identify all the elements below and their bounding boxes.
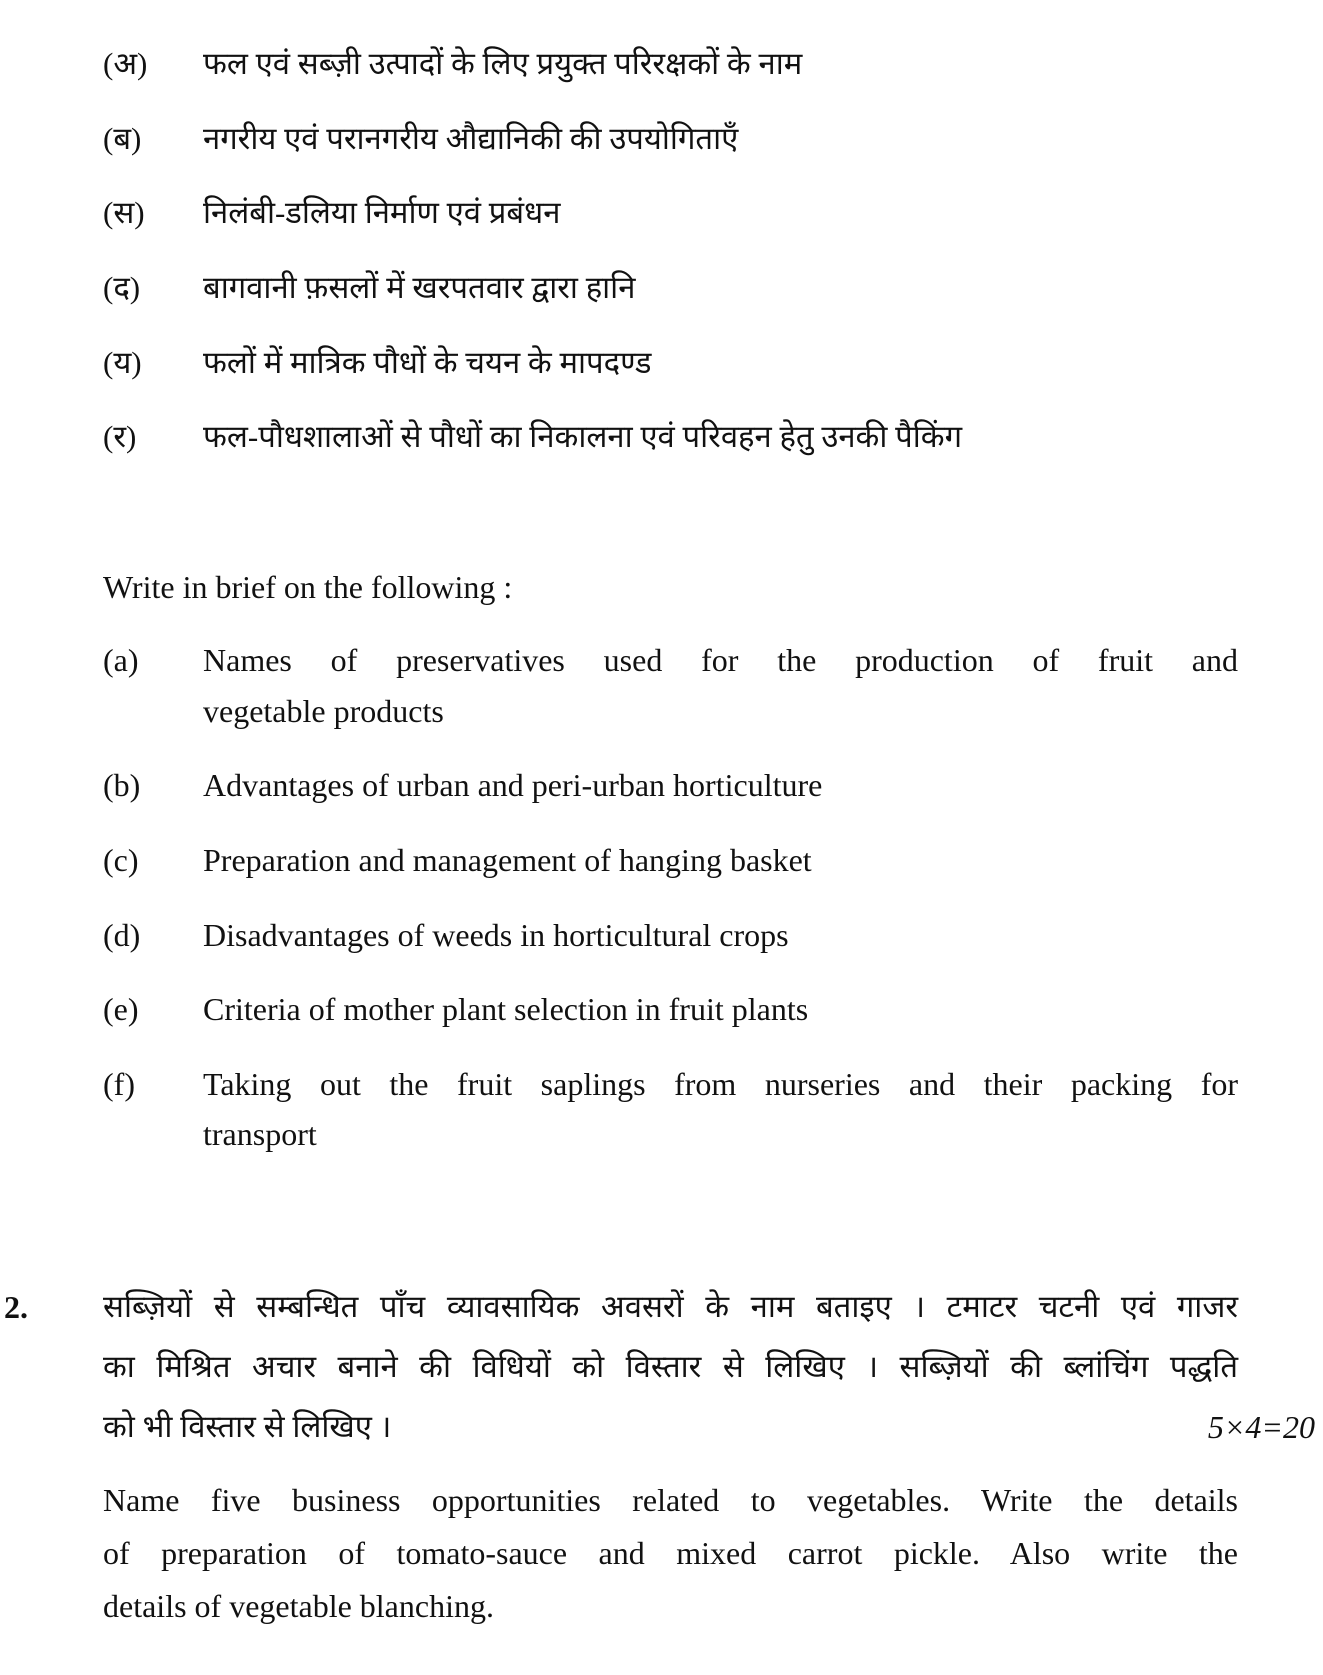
item-label: (र) (103, 419, 137, 454)
item-text: नगरीय एवं परानगरीय औद्यानिकी की उपयोगिताएँ (203, 121, 739, 156)
item-label: (a) (103, 642, 139, 678)
hindi-line: सब्ज़ियों से सम्बन्धित पाँच व्यावसायिक अवसरों के नाम बताइए । टमाटर चटनी एवं गाजर (103, 1289, 1238, 1324)
item-text: Preparation and management of hanging basket (203, 842, 812, 878)
item-text-cont: transport (203, 1116, 317, 1152)
item-text: निलंबी-डलिया निर्माण एवं प्रबंधन (203, 195, 561, 230)
english-line: Name five business opportunities related to vegetables. Write the details (103, 1482, 1238, 1518)
cut-off-top-text (180, 0, 680, 8)
english-line: details of vegetable blanching. (103, 1588, 494, 1624)
marks: 5×4=20 (1207, 1409, 1315, 1445)
english-line: of preparation of tomato-sauce and mixed carrot pickle. Also write the (103, 1535, 1238, 1571)
item-text: Criteria of mother plant selection in fruit plants (203, 991, 809, 1027)
item-text-cont: vegetable products (203, 693, 444, 729)
item-label: (b) (103, 767, 141, 803)
item-text: बागवानी फ़सलों में खरपतवार द्वारा हानि (203, 270, 636, 305)
item-label: (e) (103, 991, 139, 1027)
item-label: (f) (103, 1066, 135, 1102)
item-text: Names of preservatives used for the production of fruit and (203, 642, 1238, 678)
item-text: फल-पौधशालाओं से पौधों का निकालना एवं परिवहन हेतु उनकी पैकिंग (203, 419, 963, 454)
item-label: (c) (103, 842, 139, 878)
item-label: (अ) (103, 46, 148, 81)
item-text: Disadvantages of weeds in horticultural crops (203, 917, 789, 953)
item-label: (द) (103, 270, 141, 305)
item-text: Taking out the fruit saplings from nurseries and their packing for (203, 1066, 1238, 1102)
item-label: (ब) (103, 121, 142, 156)
item-text: फलों में मात्रिक पौधों के चयन के मापदण्ड (203, 345, 652, 380)
hindi-line: को भी विस्तार से लिखिए । (103, 1409, 392, 1444)
item-text: Advantages of urban and peri-urban horticulture (203, 767, 823, 803)
hindi-line: का मिश्रित अचार बनाने की विधियों को विस्तार से लिखिए । सब्ज़ियों की ब्लांचिंग पद्धति (103, 1349, 1238, 1384)
item-label: (d) (103, 917, 141, 953)
item-text: फल एवं सब्ज़ी उत्पादों के लिए प्रयुक्त परिरक्षकों के नाम (203, 46, 803, 81)
item-label: (य) (103, 345, 142, 380)
section-heading: Write in brief on the following : (103, 569, 513, 605)
item-label: (स) (103, 195, 145, 230)
question-number: 2. (4, 1289, 28, 1325)
